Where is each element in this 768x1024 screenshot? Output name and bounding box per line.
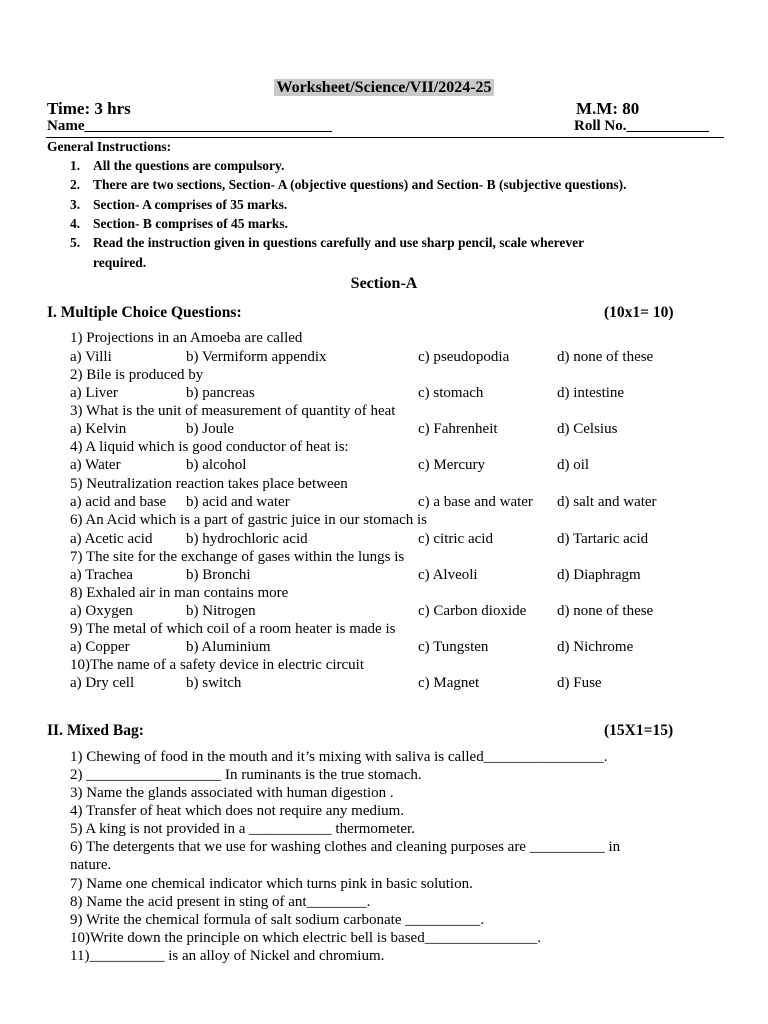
mcq-option-b: b) switch (186, 675, 242, 691)
mixed-bag-item: 5) A king is not provided in a ___________ thermometer. (70, 821, 415, 837)
roll-number-field: Roll No.___________ (574, 118, 709, 134)
instruction-item: 2. There are two sections, Section- A (objective questions) and Section- B (subjective questions). (70, 177, 627, 192)
mcq-option-b: b) Aluminium (186, 639, 271, 655)
header-divider (46, 137, 724, 138)
mixed-bag-item: 10)Write down the principle on which electric bell is based_______________. (70, 930, 541, 946)
mcq-option-b: b) pancreas (186, 385, 255, 401)
mixed-bag-item-continued: nature. (70, 857, 112, 873)
mcq-option-c: c) pseudopodia (418, 349, 510, 365)
mcq-question: 10)The name of a safety device in electric circuit (70, 657, 365, 673)
mcq-question: 5) Neutralization reaction takes place between (70, 476, 348, 492)
mcq-question: 6) An Acid which is a part of gastric juice in our stomach is (70, 512, 428, 528)
mcq-option-a: a) Acetic acid (70, 531, 153, 547)
mixed-bag-marks: (15X1=15) (604, 722, 674, 739)
mcq-option-b: b) hydrochloric acid (186, 531, 308, 547)
mcq-option-c: c) citric acid (418, 531, 493, 547)
mixed-bag-item: 3) Name the glands associated with human digestion . (70, 785, 394, 801)
instruction-item-continued: required. (93, 255, 147, 270)
mcq-question: 3) What is the unit of measurement of quantity of heat (70, 403, 396, 419)
mcq-option-c: c) stomach (418, 385, 484, 401)
mcq-option-d: d) Celsius (557, 421, 618, 437)
mcq-option-c: c) Carbon dioxide (418, 603, 527, 619)
time-label: Time: 3 hrs (47, 99, 131, 118)
mcq-option-d: d) Tartaric acid (557, 531, 649, 547)
mcq-option-a: a) Dry cell (70, 675, 135, 691)
mcq-option-b: b) acid and water (186, 494, 290, 510)
mcq-option-a: a) Water (70, 457, 121, 473)
mcq-option-d: d) none of these (557, 349, 654, 365)
mcq-marks: (10x1= 10) (604, 304, 674, 321)
instruction-item: 4. Section- B comprises of 45 marks. (70, 216, 288, 231)
mcq-option-d: d) Nichrome (557, 639, 634, 655)
mcq-option-b: b) Nitrogen (186, 603, 256, 619)
instruction-item: 1. All the questions are compulsory. (70, 158, 285, 173)
mixed-bag-item: 2) __________________ In ruminants is the true stomach. (70, 767, 422, 783)
mcq-option-d: d) Diaphragm (557, 567, 641, 583)
mcq-option-b: b) Joule (186, 421, 234, 437)
mcq-option-a: a) acid and base (70, 494, 167, 510)
general-instructions-title: General Instructions: (47, 139, 172, 154)
section-a-title: Section-A (350, 275, 418, 292)
name-field: Name_________________________________ (47, 118, 332, 134)
mixed-bag-heading: II. Mixed Bag: (47, 722, 144, 739)
mixed-bag-item: 6) The detergents that we use for washing clothes and cleaning purposes are __________ in (70, 839, 621, 855)
mcq-option-b: b) alcohol (186, 457, 247, 473)
mcq-option-d: d) intestine (557, 385, 625, 401)
max-marks-label: M.M: 80 (576, 99, 640, 118)
mixed-bag-item: 1) Chewing of food in the mouth and it’s mixing with saliva is called________________. (70, 749, 608, 765)
mcq-question: 7) The site for the exchange of gases within the lungs is (70, 549, 405, 565)
mcq-option-c: c) Magnet (418, 675, 480, 691)
mcq-option-c: c) Tungsten (418, 639, 489, 655)
mixed-bag-item: 4) Transfer of heat which does not require any medium. (70, 803, 405, 819)
instruction-item: 3. Section- A comprises of 35 marks. (70, 197, 288, 212)
mcq-option-d: d) none of these (557, 603, 654, 619)
mixed-bag-item: 8) Name the acid present in sting of ant________. (70, 894, 371, 910)
mcq-option-c: c) Alveoli (418, 567, 478, 583)
mixed-bag-item: 9) Write the chemical formula of salt sodium carbonate __________. (70, 912, 485, 928)
mcq-option-a: a) Oxygen (70, 603, 133, 619)
mcq-option-a: a) Liver (70, 385, 118, 401)
mixed-bag-item: 11)__________ is an alloy of Nickel and chromium. (70, 948, 385, 964)
mcq-option-c: c) Fahrenheit (418, 421, 498, 437)
mcq-option-d: d) salt and water (557, 494, 657, 510)
mcq-option-d: d) Fuse (557, 675, 602, 691)
mcq-question: 4) A liquid which is good conductor of heat is: (70, 439, 349, 455)
mcq-heading: I. Multiple Choice Questions: (47, 304, 242, 321)
mcq-question: 8) Exhaled air in man contains more (70, 585, 289, 601)
mcq-option-a: a) Copper (70, 639, 130, 655)
mcq-question: 9) The metal of which coil of a room heater is made is (70, 621, 396, 637)
mcq-question: 2) Bile is produced by (70, 367, 204, 383)
mcq-option-d: d) oil (557, 457, 590, 473)
mcq-option-b: b) Bronchi (186, 567, 251, 583)
mcq-option-a: a) Kelvin (70, 421, 127, 437)
mcq-option-c: c) Mercury (418, 457, 486, 473)
mcq-question: 1) Projections in an Amoeba are called (70, 330, 303, 346)
worksheet-title: Worksheet/Science/VII/2024-25 (276, 79, 492, 96)
mcq-option-b: b) Vermiform appendix (186, 349, 327, 365)
mcq-option-c: c) a base and water (418, 494, 533, 510)
mixed-bag-item: 7) Name one chemical indicator which turns pink in basic solution. (70, 876, 473, 892)
mcq-option-a: a) Trachea (70, 567, 133, 583)
instruction-item: 5. Read the instruction given in questions carefully and use sharp pencil, scale wherever (70, 235, 585, 250)
mcq-option-a: a) Villi (70, 349, 112, 365)
